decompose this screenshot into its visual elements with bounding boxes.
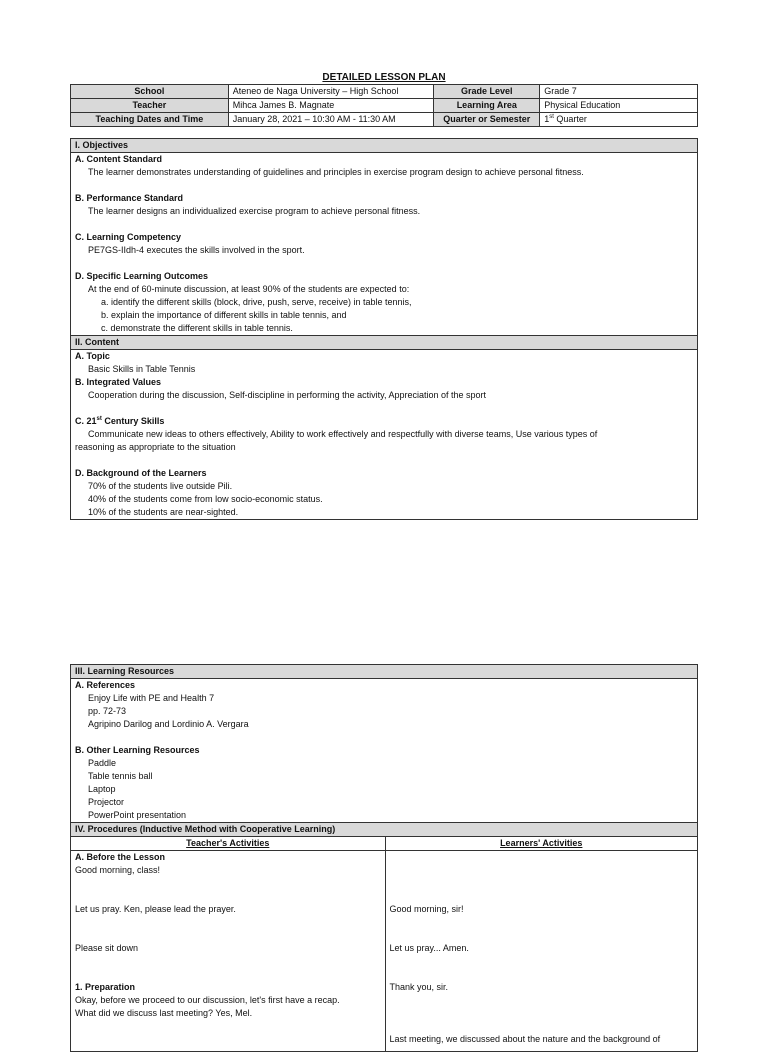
document-title: DETAILED LESSON PLAN <box>322 72 446 83</box>
teacher-value: Mihca James B. Magnate <box>228 99 434 113</box>
learner-line: Good morning, sir! <box>389 904 464 914</box>
learner-line: Last meeting, we discussed about the nature and the background of <box>389 1034 661 1044</box>
learning-outcomes-title: D. Specific Learning Outcomes <box>75 271 209 281</box>
content-standard-title: A. Content Standard <box>75 154 162 164</box>
teacher-activities-cell <box>71 851 386 1052</box>
teacher-label: Teacher <box>71 99 229 113</box>
topic-title: A. Topic <box>75 351 110 361</box>
objectives-heading: I. Objectives <box>71 139 698 153</box>
teacher-line: Good morning, class! <box>75 865 161 875</box>
before-lesson-title: A. Before the Lesson <box>75 852 166 862</box>
teacher-line: Okay, before we proceed to our discussion, let's first have a recap. <box>75 995 340 1005</box>
learner-activities-header: Learners' Activities <box>385 837 698 851</box>
learner-background-item: 70% of the students live outside Pili. <box>88 481 233 491</box>
content-heading: II. Content <box>71 336 698 350</box>
century-skills-text-line1: Communicate new ideas to others effectively, Ability to work effectively and respectfully with diverse teams, Use various types of <box>88 429 598 439</box>
school-value: Ateneo de Naga University – High School <box>228 85 434 99</box>
quarter-value: 1st Quarter <box>540 113 698 127</box>
reference-item: pp. 72-73 <box>88 706 127 716</box>
content-standard-text: The learner demonstrates understanding of guidelines and principles in exercise program design to achieve personal fitness. <box>88 167 584 177</box>
grade-level-label: Grade Level <box>434 85 540 99</box>
learner-background-item: 10% of the students are near-sighted. <box>88 507 239 517</box>
procedures-heading: IV. Procedures (Inductive Method with Cooperative Learning) <box>71 823 698 837</box>
header-table <box>70 84 698 127</box>
learning-competency-text: PE7GS-IIdh-4 executes the skills involved in the sport. <box>88 245 305 255</box>
preparation-title: 1. Preparation <box>75 982 136 992</box>
teacher-line: Please sit down <box>75 943 139 953</box>
century-skills-title: C. 21st Century Skills <box>75 416 165 426</box>
outcome-item: a. identify the different skills (block, drive, push, serve, receive) in table tennis, <box>101 297 412 307</box>
references-title: A. References <box>75 680 136 690</box>
learner-activities-cell <box>385 851 698 1052</box>
other-resource-item: Paddle <box>88 758 117 768</box>
dates-label: Teaching Dates and Time <box>71 113 229 127</box>
learning-area-label: Learning Area <box>434 99 540 113</box>
learning-competency-title: C. Learning Competency <box>75 232 182 242</box>
school-label: School <box>71 85 229 99</box>
performance-standard-title: B. Performance Standard <box>75 193 184 203</box>
resources-procedures-table <box>70 664 698 1052</box>
grade-level-value: Grade 7 <box>540 85 698 99</box>
outcome-item: c. demonstrate the different skills in table tennis. <box>101 323 293 333</box>
reference-item: Agripino Darilog and Lordinio A. Vergara <box>88 719 249 729</box>
teacher-line: Let us pray. Ken, please lead the prayer. <box>75 904 236 914</box>
teacher-activities-header: Teacher's Activities <box>71 837 386 851</box>
learner-background-item: 40% of the students come from low socio-economic status. <box>88 494 323 504</box>
performance-standard-text: The learner designs an individualized exercise program to achieve personal fitness. <box>88 206 421 216</box>
objectives-content-table <box>70 138 698 520</box>
dates-value: January 28, 2021 – 10:30 AM - 11:30 AM <box>228 113 434 127</box>
learning-outcomes-intro: At the end of 60-minute discussion, at least 90% of the students are expected to: <box>88 284 410 294</box>
teacher-line: What did we discuss last meeting? Yes, Mel. <box>75 1008 253 1018</box>
other-resource-item: Projector <box>88 797 125 807</box>
integrated-values-title: B. Integrated Values <box>75 377 162 387</box>
integrated-values-text: Cooperation during the discussion, Self-discipline in performing the activity, Appreciation of the sport <box>88 390 487 400</box>
learner-background-title: D. Background of the Learners <box>75 468 207 478</box>
other-resource-item: PowerPoint presentation <box>88 810 187 820</box>
other-resources-title: B. Other Learning Resources <box>75 745 200 755</box>
learner-line: Let us pray... Amen. <box>389 943 469 953</box>
topic-text: Basic Skills in Table Tennis <box>88 364 196 374</box>
century-skills-text-line2: reasoning as appropriate to the situation <box>75 442 236 452</box>
content-body <box>71 350 698 520</box>
learning-area-value: Physical Education <box>540 99 698 113</box>
quarter-label: Quarter or Semester <box>434 113 540 127</box>
resources-heading: III. Learning Resources <box>71 665 698 679</box>
other-resource-item: Laptop <box>88 784 116 794</box>
objectives-body <box>71 153 698 336</box>
resources-body <box>71 679 698 823</box>
reference-item: Enjoy Life with PE and Health 7 <box>88 693 215 703</box>
other-resource-item: Table tennis ball <box>88 771 153 781</box>
outcome-item: b. explain the importance of different skills in table tennis, and <box>101 310 347 320</box>
learner-line: Thank you, sir. <box>389 982 449 992</box>
